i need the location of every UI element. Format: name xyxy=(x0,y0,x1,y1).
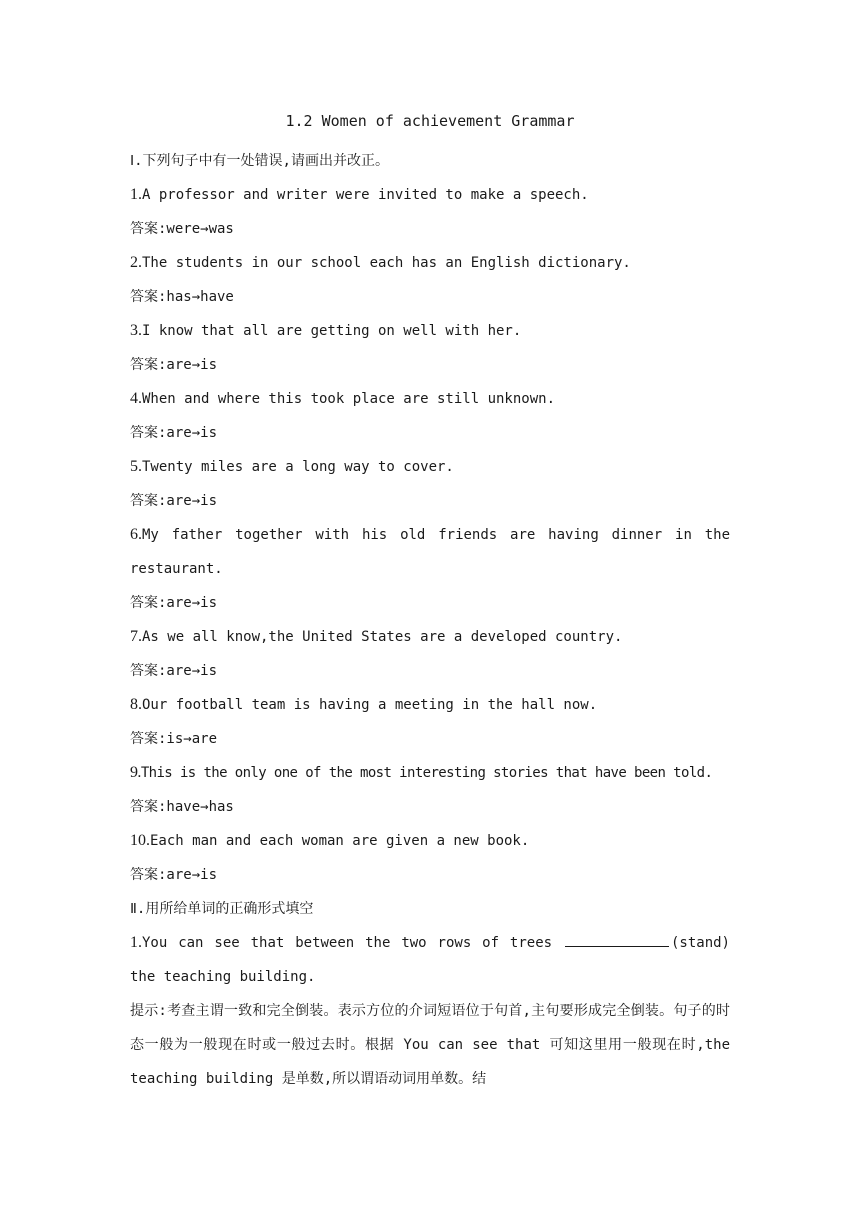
question-text: The students in our school each has an English dictionary. xyxy=(142,255,631,271)
question-2 xyxy=(130,246,730,280)
answer-10: 答案:are→is xyxy=(130,867,218,883)
answer-1: 答案:were→was xyxy=(130,221,234,237)
question-number: 1. xyxy=(130,934,142,951)
question-number: 8. xyxy=(130,696,142,713)
answer-8: 答案:is→are xyxy=(130,731,218,747)
question-text: This is the only one of the most interesting stories that have been told. xyxy=(140,765,713,781)
question-text: I know that all are getting on well with her. xyxy=(142,323,522,339)
answer-2: 答案:has→have xyxy=(130,289,234,305)
question-6 xyxy=(130,518,730,586)
fill-question-1 xyxy=(130,926,730,994)
answer-3: 答案:are→is xyxy=(130,357,218,373)
question-text: Twenty miles are a long way to cover. xyxy=(142,459,454,475)
answer-6: 答案:are→is xyxy=(130,595,218,611)
document-page xyxy=(130,110,730,1096)
page-title: 1.2 Women of achievement Grammar xyxy=(285,112,575,130)
question-10 xyxy=(130,824,730,858)
answer-blank[interactable] xyxy=(565,932,669,947)
question-text: Our football team is having a meeting in the hall now. xyxy=(142,697,598,713)
hint-text: 提示:考查主谓一致和完全倒装。表示方位的介词短语位于句首,主句要形成完全倒装。句子的时态一般为一般现在时或一般过去时。根据 You can see that 可知这里用一般现在时,the teaching building 是单数,所以谓语动词用单数。结 xyxy=(130,1003,730,1087)
answer-4: 答案:are→is xyxy=(130,425,218,441)
question-number: 4. xyxy=(130,390,142,407)
question-3 xyxy=(130,314,730,348)
question-text: As we all know,the United States are a developed country. xyxy=(142,629,623,645)
question-1 xyxy=(130,178,730,212)
question-8 xyxy=(130,688,730,722)
question-number: 2. xyxy=(130,254,142,271)
question-number: 3. xyxy=(130,322,142,339)
question-text: My father together with his old friends are having dinner in the restaurant. xyxy=(130,527,730,577)
question-text: When and where this took place are still unknown. xyxy=(142,391,556,407)
question-9 xyxy=(130,756,730,790)
question-number: 10. xyxy=(130,832,150,849)
question-text-before: You can see that between the two rows of trees xyxy=(142,935,563,951)
question-text: A professor and writer were invited to make a speech. xyxy=(142,187,589,203)
answer-9: 答案:have→has xyxy=(130,799,234,815)
question-number: 7. xyxy=(130,628,142,645)
question-text-after: (stand) the teaching building. xyxy=(130,935,730,985)
question-number: 9. xyxy=(130,764,141,781)
question-text: Each man and each woman are given a new book. xyxy=(150,833,530,849)
answer-7: 答案:are→is xyxy=(130,663,218,679)
question-number: 6. xyxy=(130,526,142,543)
section-1-heading: Ⅰ.下列句子中有一处错误,请画出并改正。 xyxy=(130,153,389,169)
section-2-heading: Ⅱ.用所给单词的正确形式填空 xyxy=(130,901,314,917)
question-5 xyxy=(130,450,730,484)
question-7 xyxy=(130,620,730,654)
answer-5: 答案:are→is xyxy=(130,493,218,509)
question-4 xyxy=(130,382,730,416)
question-number: 1. xyxy=(130,186,142,203)
question-number: 5. xyxy=(130,458,142,475)
